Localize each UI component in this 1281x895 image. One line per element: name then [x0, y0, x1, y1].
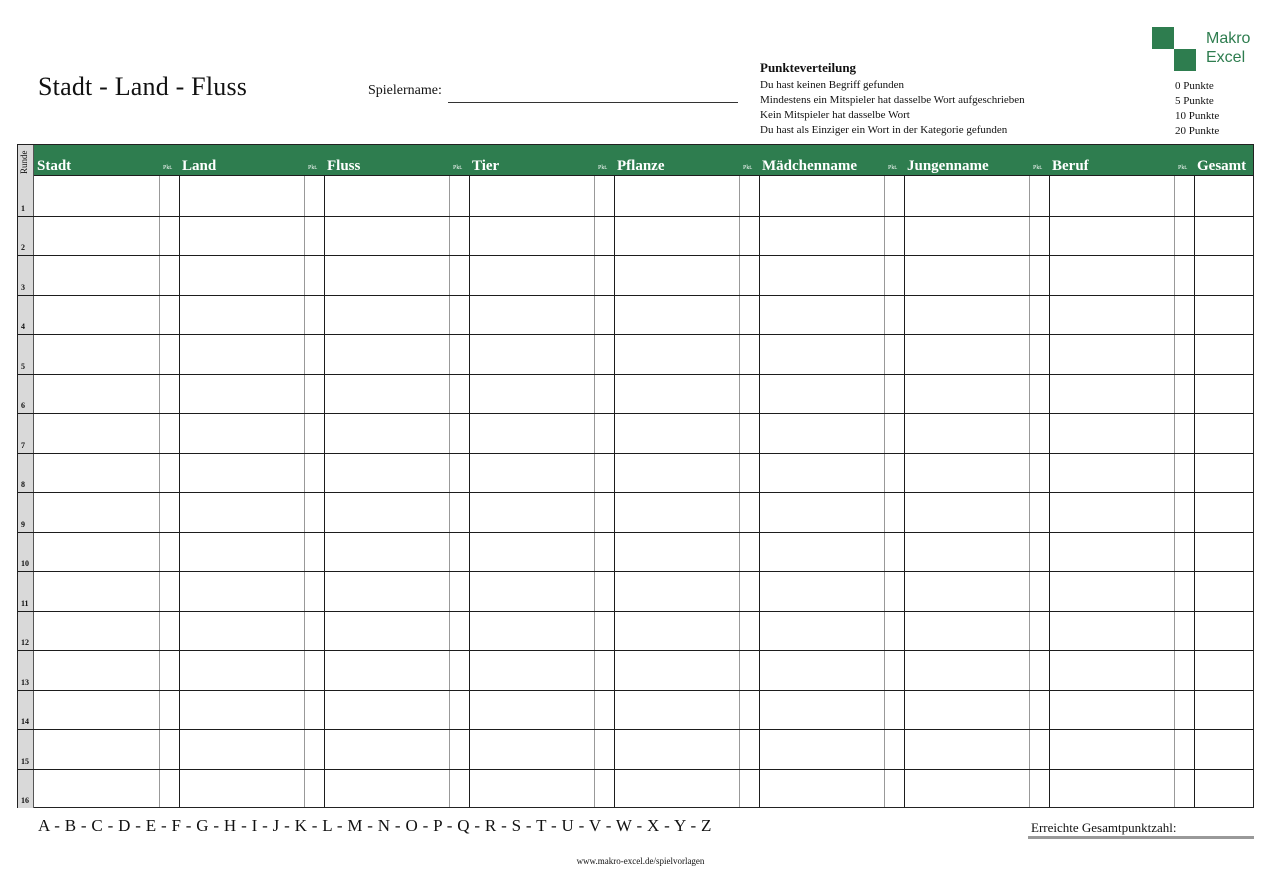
score-sheet [17, 144, 1254, 808]
footer-url: www.makro-excel.de/spielvorlagen [576, 856, 705, 866]
player-name-line[interactable] [448, 102, 738, 103]
points-column-header: Pkt. [743, 165, 753, 171]
row-divider [18, 295, 1253, 296]
row-divider [18, 374, 1253, 375]
total-score-line[interactable] [1028, 836, 1254, 839]
row-divider [18, 255, 1253, 256]
logo-word-makro: Makro [1206, 30, 1251, 47]
row-divider [18, 453, 1253, 454]
points-desc: Du hast keinen Begriff gefunden [760, 79, 904, 91]
header-row [18, 145, 1253, 176]
column-header-2: Land [182, 158, 217, 174]
row-divider [18, 611, 1253, 612]
column-header-6: Mädchenname [762, 158, 857, 174]
points-value: 0 Punkte [1175, 80, 1214, 92]
row-divider [18, 650, 1253, 651]
logo-word-excel: Excel [1206, 49, 1246, 66]
points-row [760, 122, 1230, 137]
logo-square-icon [1152, 27, 1174, 49]
points-row [760, 107, 1230, 122]
round-number: 8 [21, 480, 25, 489]
points-value: 10 Punkte [1175, 110, 1220, 122]
row-divider [18, 571, 1253, 572]
round-header-label: Runde [19, 150, 29, 174]
points-desc: Mindestens ein Mitspieler hat dasselbe Wort aufgeschrieben [760, 94, 1025, 106]
letter-list: A - B - C - D - E - F - G - H - I - J - K - L - M - N - O - P - Q - R - S - T - U - V - W - X - Y - Z [38, 816, 712, 835]
round-number: 10 [21, 559, 29, 568]
round-number: 5 [21, 361, 25, 371]
round-header [18, 145, 34, 176]
points-column-header: Pkt. [163, 165, 173, 171]
round-number: 16 [21, 796, 29, 805]
column-header-1: Stadt [37, 158, 72, 174]
row-divider [18, 769, 1253, 770]
points-column-header: Pkt. [308, 165, 318, 171]
row-divider [18, 729, 1253, 730]
round-number: 9 [21, 519, 25, 529]
row-divider [18, 532, 1253, 533]
points-column-header: Pkt. [453, 165, 463, 171]
round-number: 11 [21, 598, 29, 608]
round-number: 4 [21, 322, 25, 331]
column-header-8: Beruf [1052, 158, 1089, 174]
points-row [760, 77, 1230, 92]
round-number: 7 [21, 440, 25, 450]
points-desc: Kein Mitspieler hat dasselbe Wort [760, 109, 910, 121]
points-desc: Du hast als Einziger ein Wort in der Kategorie gefunden [760, 124, 1008, 136]
row-divider [18, 216, 1253, 217]
round-number: 12 [21, 638, 29, 647]
round-number: 14 [21, 717, 29, 726]
points-column-header: Pkt. [1178, 165, 1188, 171]
round-number: 2 [21, 243, 25, 252]
row-divider [18, 690, 1253, 691]
points-column-header: Pkt. [598, 165, 608, 171]
column-header-7: Jungenname [907, 158, 989, 174]
column-header-3: Fluss [327, 158, 361, 174]
column-header-4: Tier [472, 158, 500, 174]
row-divider [18, 334, 1253, 335]
total-score-label: Erreichte Gesamtpunktzahl: [1031, 820, 1177, 835]
round-number: 3 [21, 282, 25, 292]
page-title: Stadt - Land - Fluss [38, 72, 248, 101]
points-heading: Punkteverteilung [760, 60, 857, 75]
round-number: 6 [21, 401, 25, 410]
player-name-label: Spielername: [368, 83, 442, 98]
column-header-total: Gesamt [1197, 158, 1247, 174]
makro-excel-logo [1152, 27, 1262, 73]
points-value: 20 Punkte [1175, 125, 1220, 137]
column-header-5: Pflanze [617, 158, 665, 174]
row-divider [18, 492, 1253, 493]
round-number: 1 [21, 203, 25, 213]
points-column-header: Pkt. [1033, 165, 1043, 171]
logo-square-icon [1174, 49, 1196, 71]
round-number: 13 [21, 677, 29, 687]
round-number: 15 [21, 756, 29, 766]
points-column-header: Pkt. [888, 165, 898, 171]
points-value: 5 Punkte [1175, 95, 1214, 107]
row-divider [18, 413, 1253, 414]
points-row [760, 92, 1230, 107]
